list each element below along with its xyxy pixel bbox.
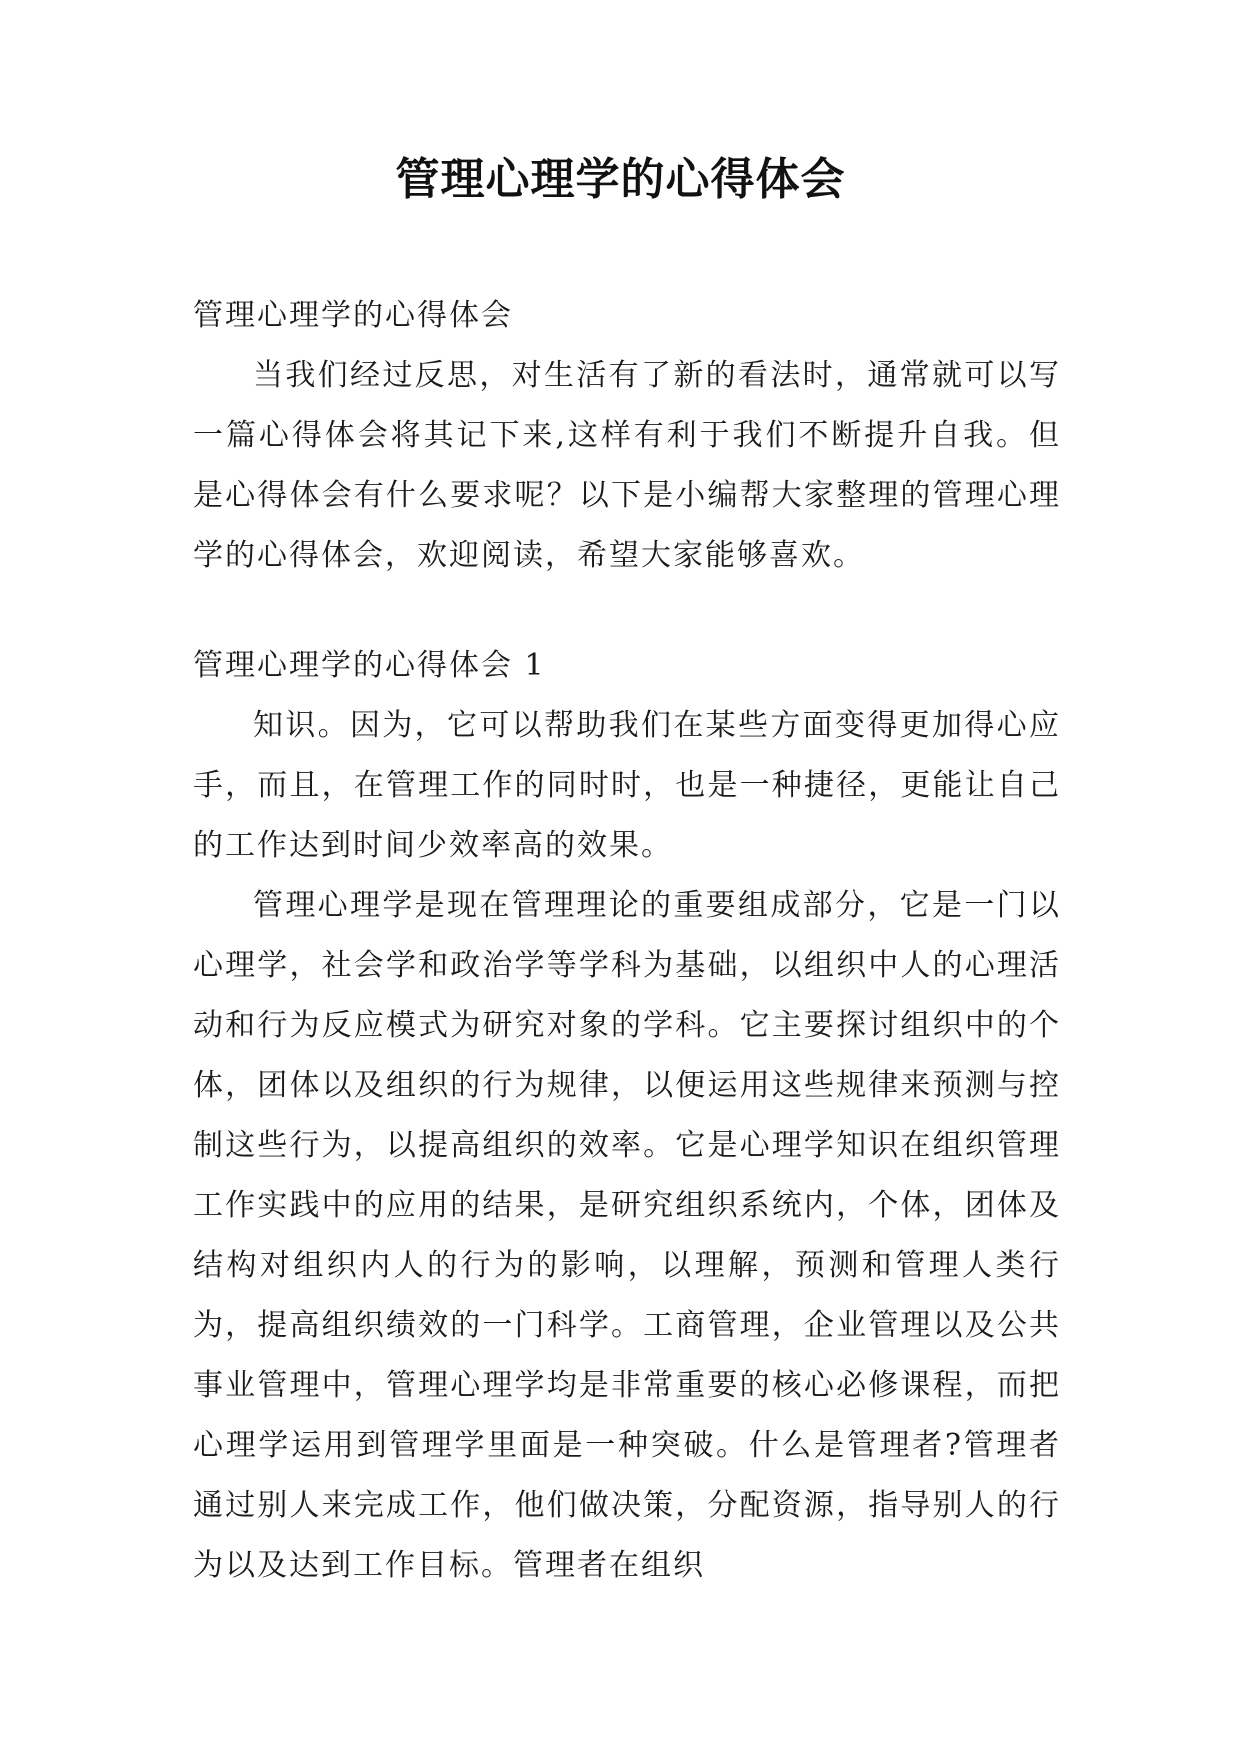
section-1-heading: 管理心理学的心得体会 1 — [193, 648, 546, 683]
intro-heading: 管理心理学的心得体会 — [193, 298, 513, 333]
intro-paragraph: 当我们经过反思，对生活有了新的看法时，通常就可以写一篇心得体会将其记下来,这样有利于我们不断提升自我。但是心得体会有什么要求呢？以下是小编帮大家整理的管理心理学的心得体会，欢迎阅读，希望大家能够喜欢。 — [193, 358, 1061, 573]
section-1-paragraph-1: 知识。因为，它可以帮助我们在某些方面变得更加得心应手，而且，在管理工作的同时时，也是一种捷径，更能让自己的工作达到时间少效率高的效果。 — [193, 708, 1061, 863]
section-1-paragraph-2: 管理心理学是现在管理理论的重要组成部分，它是一门以心理学，社会学和政治学等学科为基础，以组织中人的心理活动和行为反应模式为研究对象的学科。它主要探讨组织中的个体，团体以及组织的行为规律，以便运用这些规律来预测与控制这些行为，以提高组织的效率。它是心理学知识在组织管理工作实践中的应用的结果，是研究组织系统内，个体，团体及结构对组织内人的行为的影响，以理解，预测和管理人类行为，提高组织绩效的一门科学。工商管理，企业管理以及公共事业管理中，管理心理学均是非常重要的核心必修课程，而把心理学运用到管理学里面是一种突破。什么是管理者?管理者通过别人来完成工作，他们做决策，分配资源，指导别人的行为以及达到工作目标。管理者在组织 — [193, 888, 1061, 1583]
document-title: 管理心理学的心得体会 — [395, 154, 846, 205]
